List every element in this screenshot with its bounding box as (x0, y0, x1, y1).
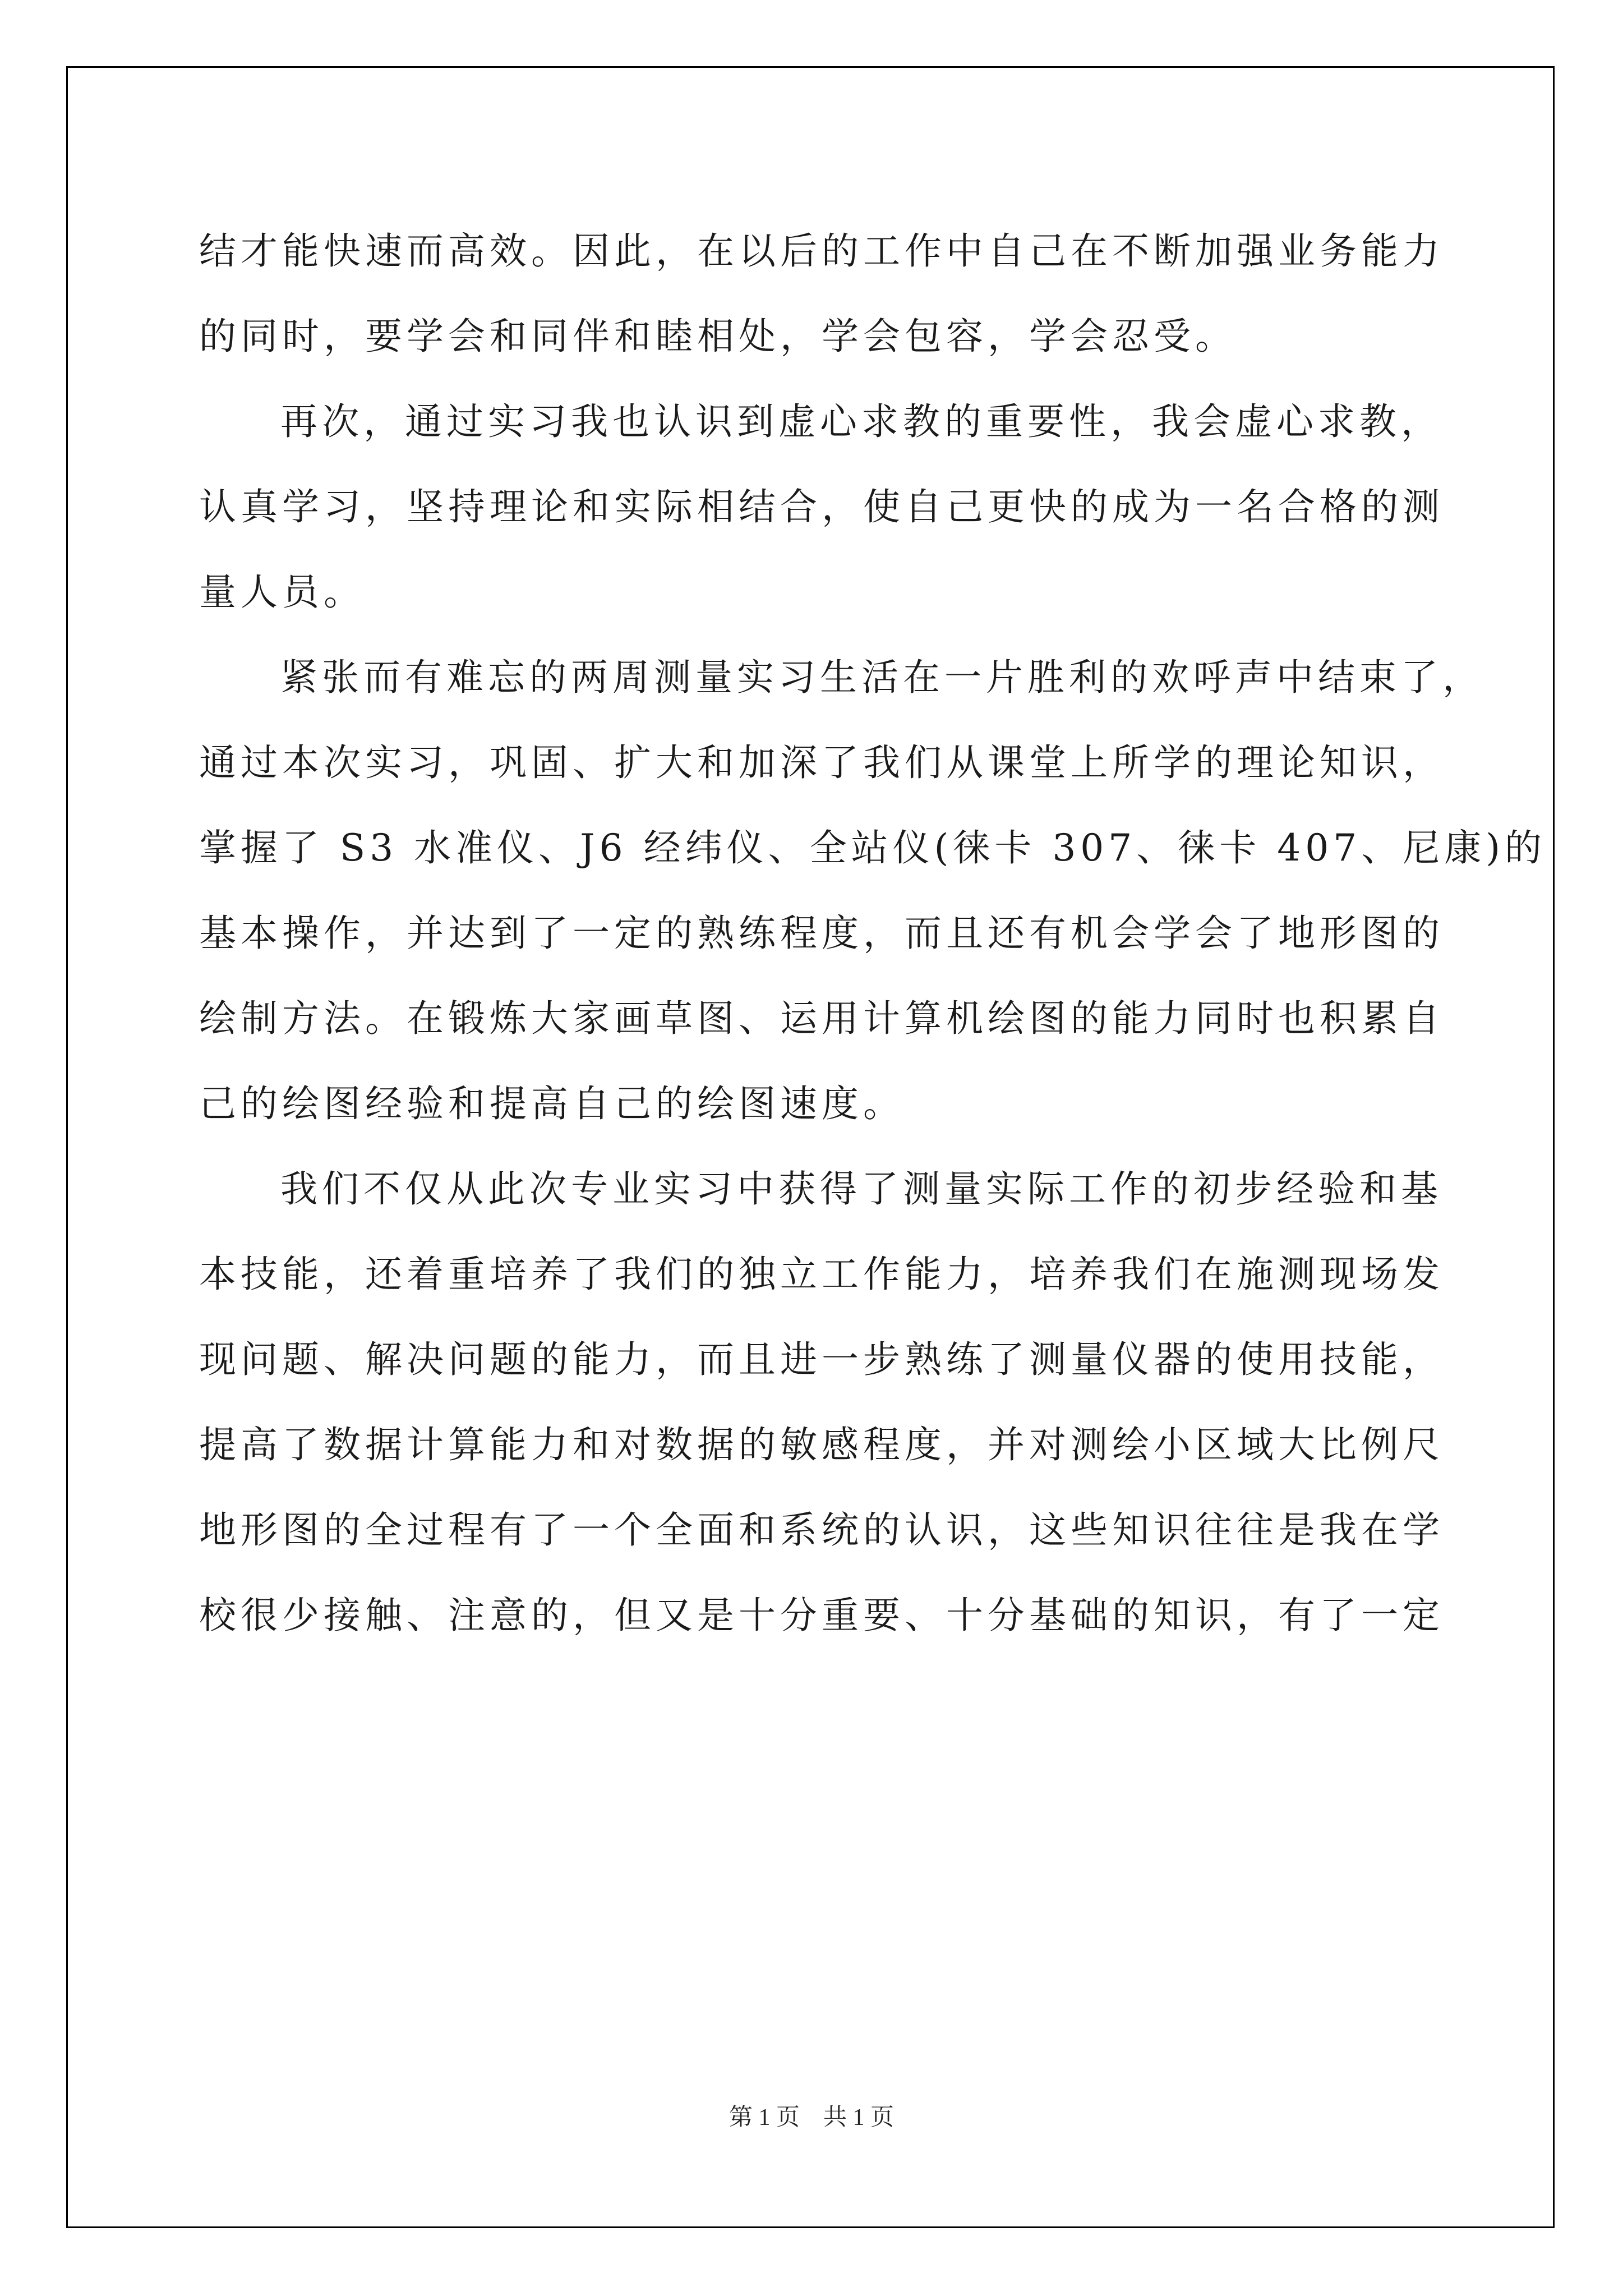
paragraph-line: 提高了数据计算能力和对数据的敏感程度，并对测绘小区域大比例尺 (199, 1423, 1444, 1466)
paragraph-line: 再次，通过实习我也认识到虚心求教的重要性，我会虚心求教， (280, 400, 1442, 443)
paragraph-line: 通过本次实习，巩固、扩大和加深了我们从课堂上所学的理论知识， (199, 741, 1444, 784)
paragraph-line: 量人员。 (199, 570, 365, 614)
paragraph-line: 的同时，要学会和同伴和睦相处，学会包容，学会忍受。 (199, 315, 1237, 358)
paragraph-line: 紧张而有难忘的两周测量实习生活在一片胜利的欢呼声中结束了， (280, 656, 1484, 699)
paragraph-line: 认真学习，坚持理论和实际相结合，使自己更快的成为一名合格的测 (199, 485, 1444, 528)
paragraph-line: 掌握了 S3 水准仪、J6 经纬仪、全站仪(徕卡 307、徕卡 407、尼康)的 (199, 826, 1546, 869)
paragraph-line: 绘制方法。在锻炼大家画草图、运用计算机绘图的能力同时也积累自 (199, 997, 1444, 1040)
paragraph-line: 基本操作，并达到了一定的熟练程度，而且还有机会学会了地形图的 (199, 912, 1444, 955)
paragraph-line: 本技能，还着重培养了我们的独立工作能力，培养我们在施测现场发 (199, 1253, 1444, 1296)
paragraph-line: 我们不仅从此次专业实习中获得了测量实际工作的初步经验和基 (280, 1167, 1442, 1211)
paragraph-line: 地形图的全过程有了一个全面和系统的认识，这些知识往往是我在学 (199, 1508, 1444, 1552)
paragraph-line: 己的绘图经验和提高自己的绘图速度。 (199, 1082, 905, 1125)
paragraph-line: 校很少接触、注意的，但又是十分重要、十分基础的知识，有了一定 (199, 1594, 1444, 1637)
page-number-footer: 第 1 页 共 1 页 (728, 2105, 894, 2131)
paragraph-line: 现问题、解决问题的能力，而且进一步熟练了测量仪器的使用技能， (199, 1338, 1444, 1381)
paragraph-line: 结才能快速而高效。因此，在以后的工作中自己在不断加强业务能力 (199, 229, 1444, 273)
